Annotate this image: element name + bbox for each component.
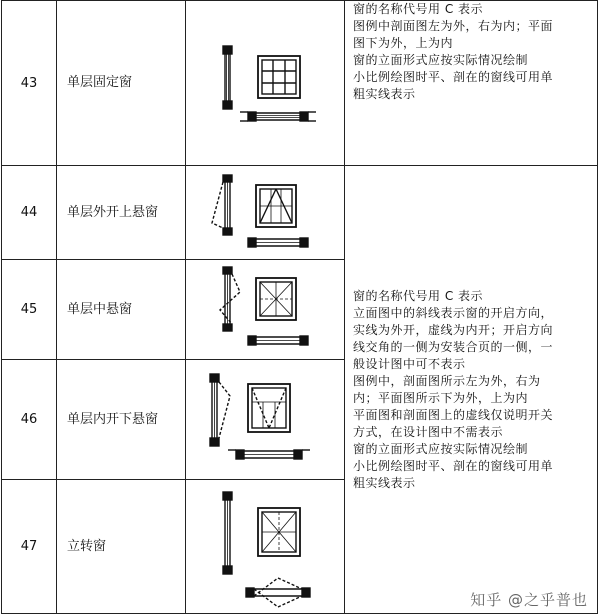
description-shared: 窗的名称代号用 C 表示 立面图中的斜线表示窗的开启方向， 实线为外开，虚线为内开；开启方向 线交角的一侧为安装合页的一侧，一 般设计图中可不表示 图例中，剖面图所示左为外，右为 内；平面图所示下为外，上为内 平面图和剖面图上的虚线仅说明开关 方式，在设计图中不需表示 窗的立面形式应按实际情况绘制 小比例绘图时平、剖在的窗线可用单 粗实线表示	[345, 166, 598, 614]
row-number: 45	[2, 260, 57, 360]
row-number: 46	[2, 360, 57, 480]
row-name: 单层中悬窗	[57, 260, 186, 360]
fixed-window-figure	[186, 1, 345, 166]
vertical-pivot-window-figure	[186, 480, 345, 614]
row-name: 单层外开上悬窗	[57, 166, 186, 260]
top-hung-window-icon	[190, 168, 340, 258]
row-name: 单层固定窗	[57, 1, 186, 166]
row-number: 44	[2, 166, 57, 260]
row-number: 47	[2, 480, 57, 614]
window-legend-table	[1, 0, 598, 614]
bottom-hung-window-figure	[186, 360, 345, 480]
fixed-window-icon	[190, 8, 340, 158]
row-name: 立转窗	[57, 480, 186, 614]
vertical-pivot-window-icon	[190, 482, 340, 612]
table-row	[2, 1, 598, 166]
row-number: 43	[2, 1, 57, 166]
center-pivot-window-icon	[190, 262, 340, 358]
table-row	[2, 166, 598, 260]
bottom-hung-window-icon	[190, 362, 340, 478]
description-43: 窗的名称代号用 C 表示 图例中剖面图左为外，右为内；平面 图下为外，上为内 窗的立面形式应按实际情况绘制 小比例绘图时平、剖在的窗线可用单 粗实线表示	[345, 1, 598, 166]
center-pivot-window-figure	[186, 260, 345, 360]
watermark: 知乎 @之乎普也	[470, 591, 588, 609]
top-hung-window-figure	[186, 166, 345, 260]
row-name: 单层内开下悬窗	[57, 360, 186, 480]
